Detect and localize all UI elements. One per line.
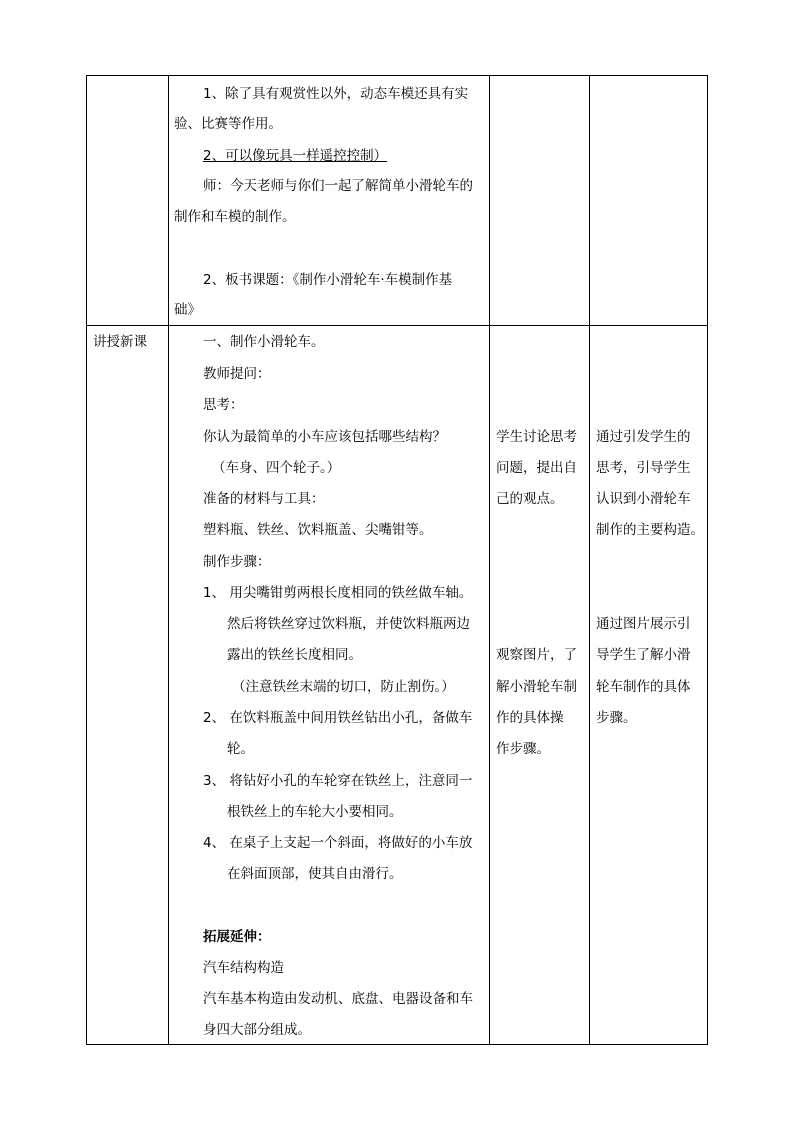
step-1-line-2: 然后将铁丝穿过饮料瓶，并使饮料瓶两边 (227, 616, 470, 632)
step-3-line-2: 根铁丝上的车轮大小要相同。 (227, 804, 403, 820)
extension-heading: 拓展延伸： (203, 929, 271, 945)
design-intent-1-line-1: 通过引发学生的 (596, 429, 691, 445)
design-intent-2-line-3: 轮车制作的具体 (596, 679, 691, 695)
table-top-border (86, 75, 708, 76)
column-divider-3 (589, 75, 590, 1045)
materials-label: 准备的材料与工具： (203, 491, 325, 507)
student-activity-2-line-1: 观察图片，了 (496, 647, 577, 663)
design-intent-1-line-3: 认识到小滑轮车 (596, 491, 691, 507)
student-activity-1-line-1: 学生讨论思考 (496, 429, 577, 445)
step-1-line-1: 1、 用尖嘴钳剪两根长度相同的铁丝做车轴。 (203, 585, 473, 601)
step-3-line-1: 3、 将钻好小孔的车轮穿在铁丝上，注意同一 (203, 773, 473, 789)
intro-point-1-line-1: 1、除了具有观赏性以外，动态车模还具有实 (203, 86, 469, 102)
teacher-line-1: 师：今天老师与你们一起了解简单小滑轮车的 (203, 178, 473, 194)
step-1-note: （注意铁丝末端的切口，防止割伤。） (232, 679, 455, 695)
step-4-line-1: 4、 在桌子上支起一个斜面，将做好的小车放 (203, 835, 473, 851)
table-bottom-border (86, 1044, 708, 1045)
answer-text: （车身、四个轮子。） (212, 460, 341, 476)
student-activity-2-line-3: 作的具体操 (496, 710, 564, 726)
design-intent-2-line-2: 导学生了解小滑 (596, 647, 691, 663)
board-title-line-2: 础》 (174, 302, 201, 318)
step-4-line-2: 在斜面顶部，使其自由滑行。 (227, 866, 403, 882)
lesson-heading: 一、制作小滑轮车。 (203, 334, 325, 350)
board-title-line-1: 2、板书课题：《制作小滑轮车·车模制作基 (203, 272, 453, 288)
table-right-border (707, 75, 708, 1045)
car-structure-title: 汽车结构构造 (203, 960, 284, 976)
student-activity-2-line-2: 解小滑轮车制 (496, 679, 577, 695)
section-label: 讲授新课 (93, 334, 147, 350)
design-intent-1-line-4: 制作的主要构造。 (596, 522, 704, 538)
design-intent-2-line-4: 步骤。 (596, 710, 637, 726)
student-activity-1-line-3: 己的观点。 (496, 491, 564, 507)
step-2-line-2: 轮。 (227, 741, 254, 757)
design-intent-1-line-2: 思考，引导学生 (596, 460, 691, 476)
question-text: 你认为最简单的小车应该包括哪些结构？ (203, 429, 446, 445)
step-2-line-1: 2、 在饮料瓶盖中间用铁丝钻出小孔，备做车 (203, 710, 473, 726)
column-divider-1 (168, 75, 169, 1045)
table-left-border (86, 75, 87, 1045)
steps-label: 制作步骤： (203, 554, 271, 570)
student-activity-1-line-2: 问题，提出自 (496, 460, 577, 476)
intro-point-1-line-2: 验、比赛等作用。 (174, 116, 282, 132)
row-divider (86, 325, 708, 326)
teacher-line-2: 制作和车模的制作。 (174, 209, 296, 225)
car-structure-line-1: 汽车基本构造由发动机、底盘、电器设备和车 (203, 991, 473, 1007)
think-label: 思考： (203, 397, 244, 413)
student-activity-2-line-4: 作步骤。 (496, 741, 550, 757)
teacher-question-label: 教师提问： (203, 366, 271, 382)
column-divider-2 (489, 75, 490, 1045)
materials-list: 塑料瓶、铁丝、饮料瓶盖、尖嘴钳等。 (203, 522, 433, 538)
intro-point-2: 2、可以像玩具一样遥控控制） (203, 148, 388, 164)
car-structure-line-2: 身四大部分组成。 (203, 1022, 311, 1038)
step-1-line-3: 露出的铁丝长度相同。 (227, 647, 362, 663)
design-intent-2-line-1: 通过图片展示引 (596, 616, 691, 632)
